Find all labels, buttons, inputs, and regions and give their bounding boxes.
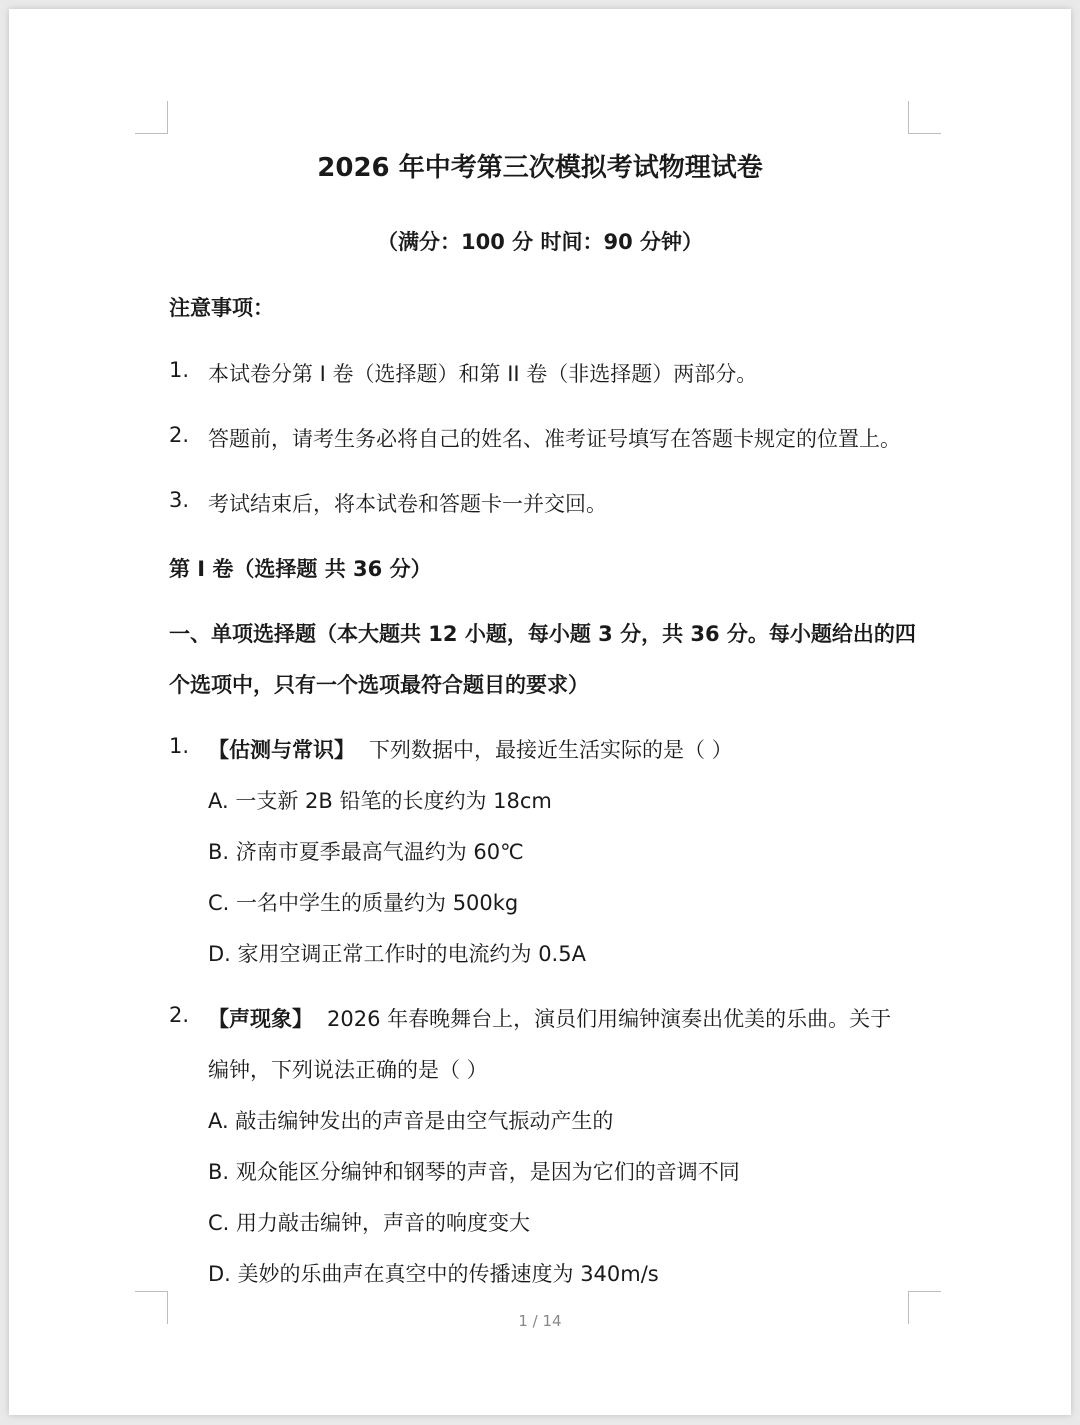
option-c: C. 一名中学生的质量约为 500kg: [208, 891, 519, 915]
notes-heading: 注意事项：: [169, 296, 274, 320]
question-stem: [208, 1003, 891, 1033]
page-indicator: 1 / 14: [518, 1312, 562, 1330]
note-text: 本试卷分第 I 卷（选择题）和第 II 卷（非选择题）两部分。: [208, 362, 758, 386]
question-stem-text: 2026 年春晚舞台上，演员们用编钟演奏出优美的乐曲。关于: [327, 1007, 892, 1031]
note-number: 2.: [169, 423, 190, 447]
question-stem-text: 下列数据中，最接近生活实际的是（ ）: [369, 738, 733, 762]
exam-title: 2026 年中考第三次模拟考试物理试卷: [317, 153, 763, 183]
part-heading-line1: 一、单项选择题（本大题共 12 小题，每小题 3 分，共 36 分。每小题给出的四: [169, 622, 916, 646]
note-number: 3.: [169, 488, 190, 512]
part-heading-line2: 个选项中，只有一个选项最符合题目的要求）: [169, 673, 589, 697]
note-text: 答题前，请考生务必将自己的姓名、准考证号填写在答题卡规定的位置上。: [208, 427, 901, 451]
question-stem: [208, 734, 733, 764]
option-c: C. 用力敲击编钟，声音的响度变大: [208, 1211, 531, 1235]
note-number: 1.: [169, 358, 190, 382]
option-b: B. 观众能区分编钟和钢琴的声音，是因为它们的音调不同: [208, 1160, 740, 1184]
crop-mark-top-right: [908, 101, 941, 134]
document-page: [9, 9, 1071, 1415]
option-a: A. 一支新 2B 铅笔的长度约为 18cm: [208, 789, 552, 813]
question-number: 1.: [169, 734, 190, 758]
exam-subtitle: （满分：100 分 时间：90 分钟）: [377, 230, 703, 254]
note-text: 考试结束后，将本试卷和答题卡一并交回。: [208, 492, 607, 516]
section-heading: 第 I 卷（选择题 共 36 分）: [169, 557, 432, 581]
option-b: B. 济南市夏季最高气温约为 60℃: [208, 840, 524, 864]
option-d: D. 美妙的乐曲声在真空中的传播速度为 340m/s: [208, 1262, 659, 1286]
question-number: 2.: [169, 1003, 190, 1027]
question-stem-continued: 编钟，下列说法正确的是（ ）: [208, 1058, 488, 1082]
question-tag: 【估测与常识】: [208, 738, 355, 762]
question-tag: 【声现象】: [208, 1007, 313, 1031]
option-d: D. 家用空调正常工作时的电流约为 0.5A: [208, 942, 586, 966]
crop-mark-top-left: [135, 101, 168, 134]
option-a: A. 敲击编钟发出的声音是由空气振动产生的: [208, 1109, 614, 1133]
